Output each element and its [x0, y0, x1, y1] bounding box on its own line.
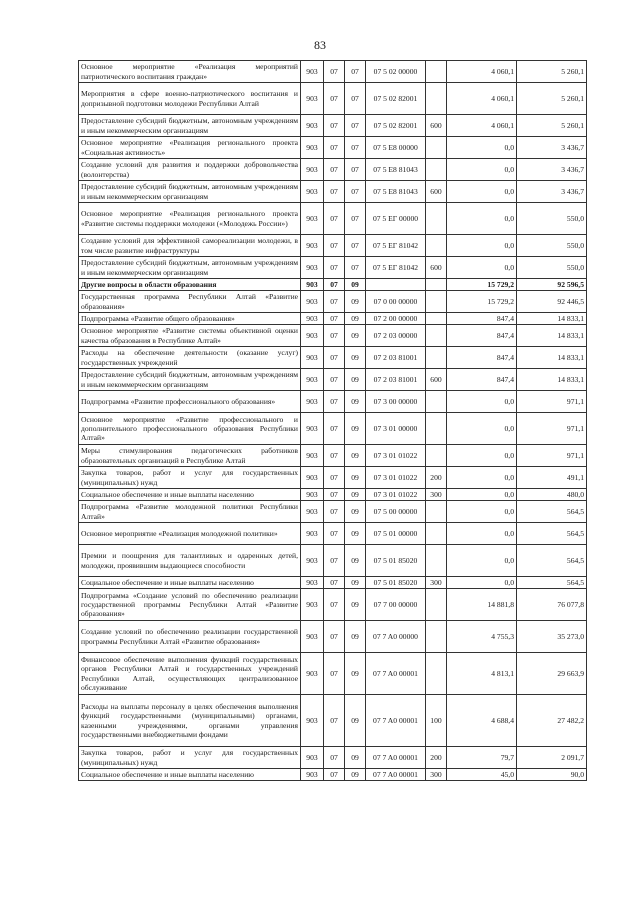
row-expense-type	[426, 621, 447, 653]
row-amount-1: 0,0	[447, 545, 517, 577]
row-name: Создание условий по обеспечению реализации государственной программы Республики Алтай «Развитие образования»	[79, 621, 301, 653]
row-amount-1: 4 813,1	[447, 653, 517, 695]
row-subsection: 07	[345, 159, 366, 181]
table-row	[79, 391, 587, 413]
row-section: 07	[324, 589, 345, 621]
row-section: 07	[324, 83, 345, 115]
row-amount-1: 847,4	[447, 369, 517, 391]
table-row	[79, 369, 587, 391]
row-expense-type: 300	[426, 577, 447, 589]
row-target-article: 07 2 03 00000	[366, 325, 426, 347]
table-row	[79, 467, 587, 489]
row-name: Премии и поощрения для талантливых и одаренных детей, молодежи, проявившим выдающиеся способности	[79, 545, 301, 577]
row-ved: 903	[301, 61, 324, 83]
row-subsection: 09	[345, 501, 366, 523]
row-name: Финансовое обеспечение выполнения функций государственных органов Республики Алтай и государственных учреждений Республики Алтай, осуществляющих централизованное обслуживание	[79, 653, 301, 695]
row-expense-type: 100	[426, 695, 447, 747]
row-subsection: 09	[345, 467, 366, 489]
row-section: 07	[324, 181, 345, 203]
row-subsection: 09	[345, 413, 366, 445]
row-ved: 903	[301, 747, 324, 769]
row-ved: 903	[301, 545, 324, 577]
row-expense-type: 300	[426, 769, 447, 781]
row-subsection: 09	[345, 369, 366, 391]
row-amount-2: 35 273,0	[517, 621, 587, 653]
row-subsection: 09	[345, 347, 366, 369]
row-subsection: 09	[345, 769, 366, 781]
row-amount-2: 5 260,1	[517, 61, 587, 83]
row-subsection: 09	[345, 695, 366, 747]
row-expense-type: 600	[426, 369, 447, 391]
row-target-article: 07 7 A0 00000	[366, 621, 426, 653]
row-amount-1: 79,7	[447, 747, 517, 769]
row-section: 07	[324, 769, 345, 781]
row-section: 07	[324, 653, 345, 695]
row-target-article: 07 5 02 82001	[366, 83, 426, 115]
row-amount-1: 4 060,1	[447, 83, 517, 115]
table-row	[79, 653, 587, 695]
table-row	[79, 489, 587, 501]
row-section: 07	[324, 137, 345, 159]
row-expense-type	[426, 653, 447, 695]
row-amount-1: 847,4	[447, 313, 517, 325]
row-subsection: 09	[345, 291, 366, 313]
row-target-article: 07 7 A0 00001	[366, 769, 426, 781]
table-row	[79, 347, 587, 369]
row-ved: 903	[301, 769, 324, 781]
row-name: Закупка товаров, работ и услуг для государственных (муниципальных) нужд	[79, 747, 301, 769]
row-amount-2: 14 833,1	[517, 325, 587, 347]
row-amount-2: 564,5	[517, 545, 587, 577]
table-row	[79, 159, 587, 181]
row-name: Социальное обеспечение и иные выплаты населению	[79, 769, 301, 781]
row-amount-1: 4 755,3	[447, 621, 517, 653]
row-name: Предоставление субсидий бюджетным, автономным учреждениям и иным некоммерческим организациям	[79, 257, 301, 279]
row-name: Подпрограмма «Развитие молодежной политики Республики Алтай»	[79, 501, 301, 523]
row-target-article: 07 7 A0 00001	[366, 747, 426, 769]
row-name: Государственная программа Республики Алтай «Развитие образования»	[79, 291, 301, 313]
table-row	[79, 769, 587, 781]
row-section: 07	[324, 489, 345, 501]
row-expense-type	[426, 325, 447, 347]
row-expense-type	[426, 159, 447, 181]
row-section: 07	[324, 203, 345, 235]
table-row	[79, 695, 587, 747]
row-expense-type	[426, 291, 447, 313]
row-expense-type	[426, 313, 447, 325]
row-section: 07	[324, 467, 345, 489]
row-ved: 903	[301, 181, 324, 203]
row-section: 07	[324, 545, 345, 577]
row-section: 07	[324, 413, 345, 445]
row-section: 07	[324, 523, 345, 545]
table-row	[79, 313, 587, 325]
row-ved: 903	[301, 313, 324, 325]
row-expense-type: 300	[426, 489, 447, 501]
row-expense-type	[426, 391, 447, 413]
row-section: 07	[324, 621, 345, 653]
row-amount-1: 0,0	[447, 257, 517, 279]
row-ved: 903	[301, 695, 324, 747]
row-expense-type: 600	[426, 257, 447, 279]
row-section: 07	[324, 501, 345, 523]
row-subsection: 07	[345, 137, 366, 159]
row-target-article: 07 5 EГ 81042	[366, 235, 426, 257]
row-name: Подпрограмма «Создание условий по обеспечению реализации государственной программы Республики Алтай «Развитие образования»	[79, 589, 301, 621]
row-amount-1: 15 729,2	[447, 279, 517, 291]
row-amount-2: 29 663,9	[517, 653, 587, 695]
row-amount-1: 0,0	[447, 181, 517, 203]
table-row	[79, 279, 587, 291]
row-subsection: 07	[345, 181, 366, 203]
row-amount-2: 971,1	[517, 445, 587, 467]
row-amount-2: 3 436,7	[517, 181, 587, 203]
row-subsection: 09	[345, 545, 366, 577]
row-target-article: 07 5 01 00000	[366, 523, 426, 545]
row-subsection: 09	[345, 489, 366, 501]
row-amount-2: 14 833,1	[517, 369, 587, 391]
row-section: 07	[324, 325, 345, 347]
row-ved: 903	[301, 369, 324, 391]
row-target-article: 07 5 01 85020	[366, 545, 426, 577]
row-ved: 903	[301, 279, 324, 291]
row-ved: 903	[301, 523, 324, 545]
row-name: Основное мероприятие «Реализация регионального проекта «Развитие системы поддержки молодежи («Молодежь России»)	[79, 203, 301, 235]
row-amount-1: 0,0	[447, 413, 517, 445]
row-amount-2: 92 596,5	[517, 279, 587, 291]
row-target-article: 07 2 00 00000	[366, 313, 426, 325]
row-section: 07	[324, 235, 345, 257]
row-ved: 903	[301, 347, 324, 369]
row-name: Другие вопросы в области образования	[79, 279, 301, 291]
row-expense-type	[426, 83, 447, 115]
row-ved: 903	[301, 83, 324, 115]
table-row	[79, 181, 587, 203]
row-target-article: 07 5 EГ 81042	[366, 257, 426, 279]
table-row	[79, 413, 587, 445]
row-target-article: 07 2 03 81001	[366, 347, 426, 369]
row-name: Основное мероприятие «Реализация молодежной политики»	[79, 523, 301, 545]
row-amount-2: 564,5	[517, 577, 587, 589]
row-amount-2: 480,0	[517, 489, 587, 501]
row-expense-type: 600	[426, 181, 447, 203]
row-ved: 903	[301, 235, 324, 257]
row-expense-type	[426, 203, 447, 235]
row-ved: 903	[301, 445, 324, 467]
row-section: 07	[324, 61, 345, 83]
row-ved: 903	[301, 621, 324, 653]
row-amount-2: 550,0	[517, 203, 587, 235]
row-amount-2: 14 833,1	[517, 347, 587, 369]
row-subsection: 07	[345, 235, 366, 257]
row-ved: 903	[301, 589, 324, 621]
row-name: Создание условий для эффективной самореализации молодежи, в том числе развитие инфраструктуры	[79, 235, 301, 257]
row-section: 07	[324, 347, 345, 369]
row-target-article: 07 3 01 00000	[366, 413, 426, 445]
row-expense-type: 200	[426, 747, 447, 769]
table-row	[79, 257, 587, 279]
row-section: 07	[324, 391, 345, 413]
row-amount-2: 564,5	[517, 523, 587, 545]
table-row	[79, 621, 587, 653]
row-name: Мероприятия в сфере военно-патриотического воспитания и допризывной подготовки молодежи Республики Алтай	[79, 83, 301, 115]
row-amount-1: 847,4	[447, 347, 517, 369]
row-expense-type	[426, 545, 447, 577]
row-expense-type	[426, 589, 447, 621]
row-subsection: 07	[345, 203, 366, 235]
row-amount-1: 15 729,2	[447, 291, 517, 313]
row-ved: 903	[301, 577, 324, 589]
row-amount-2: 2 091,7	[517, 747, 587, 769]
row-ved: 903	[301, 291, 324, 313]
row-amount-1: 0,0	[447, 445, 517, 467]
table-row	[79, 115, 587, 137]
row-name: Предоставление субсидий бюджетным, автономным учреждениям и иным некоммерческим организациям	[79, 115, 301, 137]
row-subsection: 09	[345, 279, 366, 291]
row-subsection: 09	[345, 747, 366, 769]
row-subsection: 09	[345, 313, 366, 325]
row-amount-2: 971,1	[517, 413, 587, 445]
row-amount-2: 3 436,7	[517, 159, 587, 181]
row-section: 07	[324, 369, 345, 391]
row-amount-2: 550,0	[517, 257, 587, 279]
table-row	[79, 291, 587, 313]
row-amount-1: 0,0	[447, 577, 517, 589]
row-amount-2: 491,1	[517, 467, 587, 489]
row-section: 07	[324, 313, 345, 325]
row-amount-2: 5 260,1	[517, 83, 587, 115]
row-amount-2: 27 482,2	[517, 695, 587, 747]
row-target-article: 07 3 01 01022	[366, 489, 426, 501]
row-amount-1: 0,0	[447, 391, 517, 413]
row-name: Предоставление субсидий бюджетным, автономным учреждениям и иным некоммерческим организациям	[79, 369, 301, 391]
row-name: Меры стимулирования педагогических работников образовательных организаций в Республике Алтай	[79, 445, 301, 467]
row-section: 07	[324, 291, 345, 313]
row-ved: 903	[301, 653, 324, 695]
table-row	[79, 61, 587, 83]
row-name: Расходы на обеспечение деятельности (оказание услуг) государственных учреждений	[79, 347, 301, 369]
row-section: 07	[324, 445, 345, 467]
row-amount-1: 0,0	[447, 235, 517, 257]
row-name: Подпрограмма «Развитие профессионального образования»	[79, 391, 301, 413]
row-expense-type	[426, 445, 447, 467]
table-row	[79, 137, 587, 159]
row-amount-1: 45,0	[447, 769, 517, 781]
row-amount-1: 0,0	[447, 159, 517, 181]
row-target-article: 07 5 EГ 00000	[366, 203, 426, 235]
row-amount-2: 14 833,1	[517, 313, 587, 325]
row-amount-1: 0,0	[447, 501, 517, 523]
row-ved: 903	[301, 501, 324, 523]
row-ved: 903	[301, 257, 324, 279]
row-amount-2: 550,0	[517, 235, 587, 257]
row-expense-type	[426, 523, 447, 545]
row-target-article: 07 2 03 81001	[366, 369, 426, 391]
row-name: Социальное обеспечение и иные выплаты населению	[79, 489, 301, 501]
page-number: 83	[314, 38, 326, 52]
row-amount-1: 0,0	[447, 489, 517, 501]
table-row	[79, 235, 587, 257]
row-amount-1: 0,0	[447, 523, 517, 545]
row-target-article: 07 7 A0 00001	[366, 695, 426, 747]
row-expense-type	[426, 413, 447, 445]
row-name: Социальное обеспечение и иные выплаты населению	[79, 577, 301, 589]
row-ved: 903	[301, 159, 324, 181]
row-ved: 903	[301, 467, 324, 489]
row-expense-type	[426, 501, 447, 523]
row-amount-1: 847,4	[447, 325, 517, 347]
row-ved: 903	[301, 489, 324, 501]
row-name: Создание условий для развития и поддержки добровольчества (волонтерства)	[79, 159, 301, 181]
row-amount-1: 4 688,4	[447, 695, 517, 747]
row-expense-type	[426, 235, 447, 257]
row-ved: 903	[301, 391, 324, 413]
table-row	[79, 501, 587, 523]
row-subsection: 07	[345, 83, 366, 115]
row-target-article: 07 7 00 00000	[366, 589, 426, 621]
row-subsection: 09	[345, 445, 366, 467]
row-subsection: 07	[345, 257, 366, 279]
row-ved: 903	[301, 137, 324, 159]
row-subsection: 09	[345, 391, 366, 413]
table-row	[79, 545, 587, 577]
row-target-article: 07 3 01 01022	[366, 445, 426, 467]
row-target-article: 07 5 02 00000	[366, 61, 426, 83]
row-target-article: 07 5 00 00000	[366, 501, 426, 523]
row-ved: 903	[301, 203, 324, 235]
row-ved: 903	[301, 325, 324, 347]
table-row	[79, 577, 587, 589]
row-expense-type	[426, 347, 447, 369]
row-target-article: 07 5 01 85020	[366, 577, 426, 589]
row-section: 07	[324, 747, 345, 769]
row-amount-2: 90,0	[517, 769, 587, 781]
row-target-article: 07 3 01 01022	[366, 467, 426, 489]
row-target-article: 07 5 E8 81043	[366, 181, 426, 203]
row-subsection: 09	[345, 523, 366, 545]
row-amount-1: 14 881,8	[447, 589, 517, 621]
row-target-article: 07 5 E8 00000	[366, 137, 426, 159]
row-target-article: 07 5 02 82001	[366, 115, 426, 137]
row-subsection: 09	[345, 577, 366, 589]
row-section: 07	[324, 115, 345, 137]
row-target-article: 07 0 00 00000	[366, 291, 426, 313]
table-row	[79, 203, 587, 235]
row-section: 07	[324, 159, 345, 181]
row-expense-type	[426, 61, 447, 83]
row-name: Основное мероприятие «Реализация мероприятий патриотического воспитания граждан»	[79, 61, 301, 83]
row-ved: 903	[301, 413, 324, 445]
row-amount-1: 0,0	[447, 203, 517, 235]
row-target-article: 07 5 E8 81043	[366, 159, 426, 181]
row-name: Расходы на выплаты персоналу в целях обеспечения выполнения функций государственными (муниципальными) органами, казенными учреждениями, органами управления государственными внебюджетными фондами	[79, 695, 301, 747]
row-expense-type: 200	[426, 467, 447, 489]
row-name: Основное мероприятие «Развитие профессионального и дополнительного профессионального образования Республики Алтай»	[79, 413, 301, 445]
row-subsection: 09	[345, 621, 366, 653]
row-amount-1: 0,0	[447, 137, 517, 159]
row-section: 07	[324, 695, 345, 747]
table-row	[79, 445, 587, 467]
table-row	[79, 589, 587, 621]
table-row	[79, 747, 587, 769]
row-name: Предоставление субсидий бюджетным, автономным учреждениям и иным некоммерческим организациям	[79, 181, 301, 203]
row-amount-2: 5 260,1	[517, 115, 587, 137]
table-row	[79, 83, 587, 115]
row-ved: 903	[301, 115, 324, 137]
row-amount-2: 971,1	[517, 391, 587, 413]
row-amount-1: 4 060,1	[447, 115, 517, 137]
row-subsection: 09	[345, 589, 366, 621]
row-subsection: 09	[345, 325, 366, 347]
row-subsection: 07	[345, 61, 366, 83]
budget-table	[78, 60, 587, 781]
row-name: Основное мероприятие «Реализация регионального проекта «Социальная активность»	[79, 137, 301, 159]
table-row	[79, 523, 587, 545]
row-amount-2: 76 077,8	[517, 589, 587, 621]
row-target-article	[366, 279, 426, 291]
row-amount-1: 4 060,1	[447, 61, 517, 83]
row-subsection: 07	[345, 115, 366, 137]
row-section: 07	[324, 577, 345, 589]
row-target-article: 07 7 A0 00001	[366, 653, 426, 695]
row-expense-type	[426, 137, 447, 159]
table-row	[79, 325, 587, 347]
row-name: Подпрограмма «Развитие общего образования»	[79, 313, 301, 325]
row-name: Закупка товаров, работ и услуг для государственных (муниципальных) нужд	[79, 467, 301, 489]
row-name: Основное мероприятие «Развитие системы объективной оценки качества образования в Республике Алтай»	[79, 325, 301, 347]
row-target-article: 07 3 00 00000	[366, 391, 426, 413]
row-section: 07	[324, 279, 345, 291]
row-subsection: 09	[345, 653, 366, 695]
row-amount-2: 564,5	[517, 501, 587, 523]
row-expense-type	[426, 279, 447, 291]
row-section: 07	[324, 257, 345, 279]
row-amount-1: 0,0	[447, 467, 517, 489]
row-expense-type: 600	[426, 115, 447, 137]
row-amount-2: 3 436,7	[517, 137, 587, 159]
row-amount-2: 92 446,5	[517, 291, 587, 313]
